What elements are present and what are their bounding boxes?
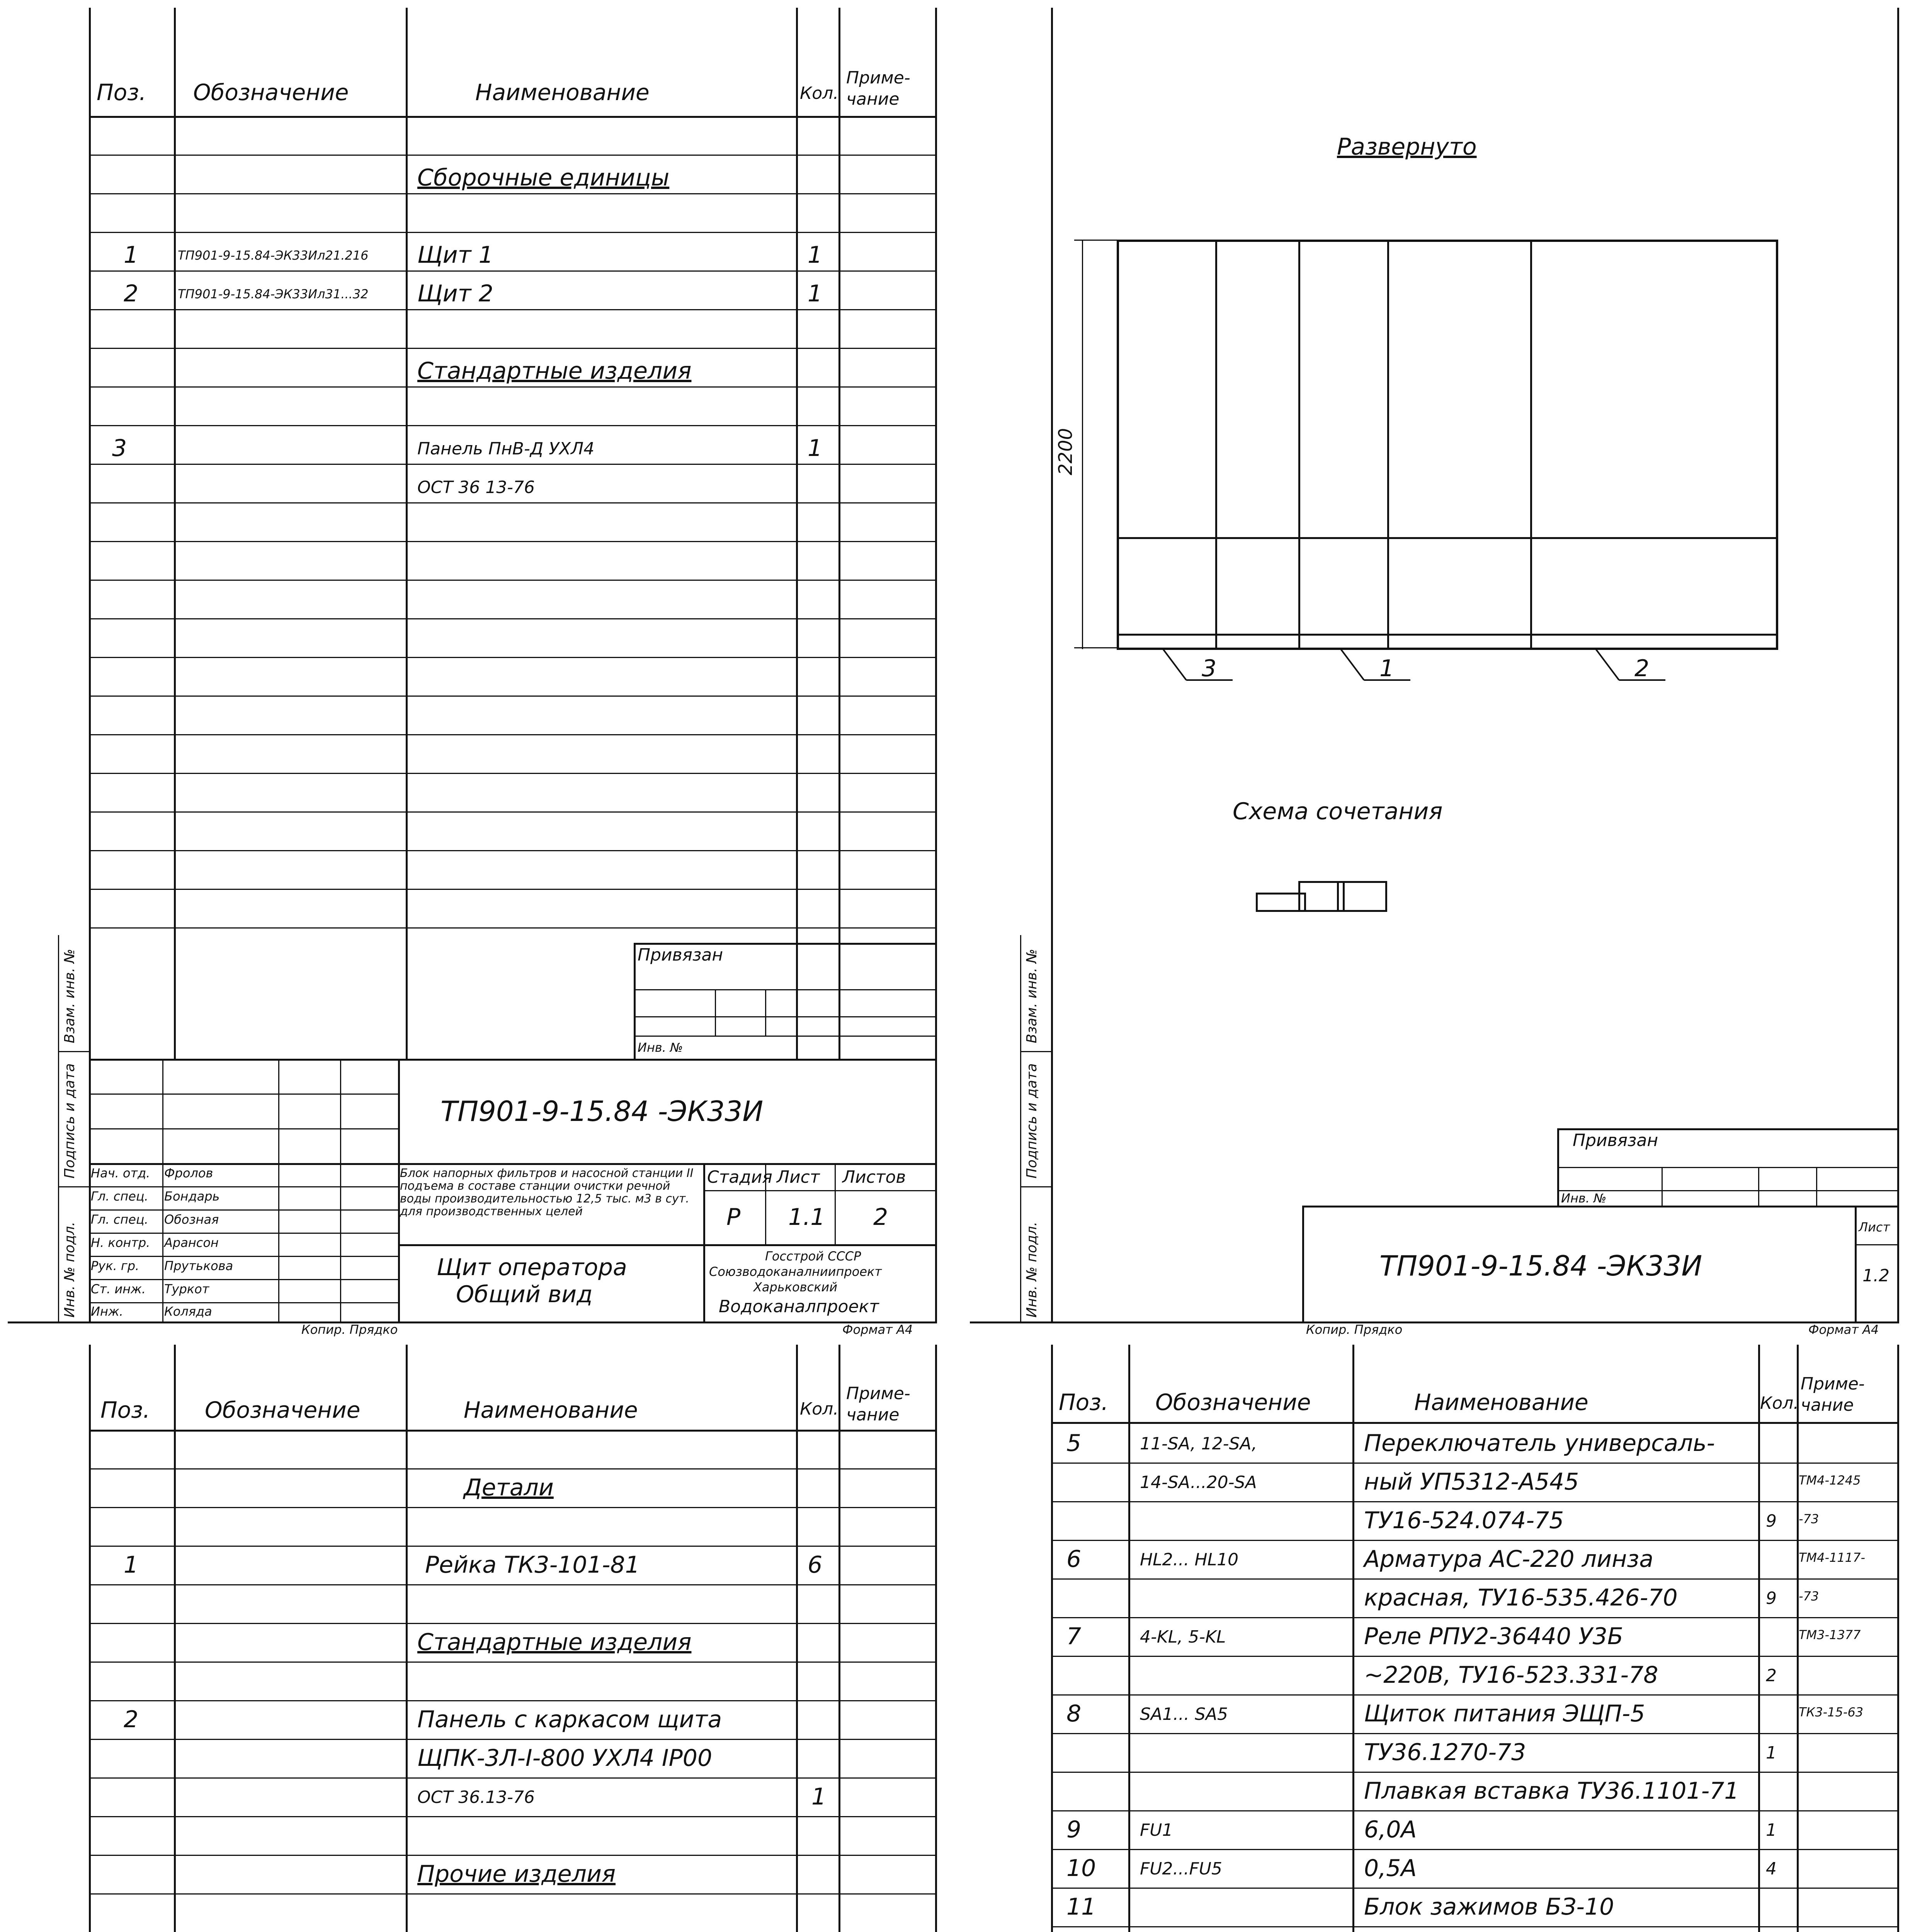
header-note-2: чание (846, 89, 900, 109)
privyazan-label: Привязан (638, 945, 723, 965)
format-note: Формат А4 (1808, 1322, 1879, 1337)
inv-no-label: Инв. № (1561, 1191, 1607, 1206)
row-pos: 6 (1066, 1546, 1082, 1573)
sidebar-replace-inv: Взам. инв. № (1024, 949, 1040, 1043)
staff-name: Прутькова (164, 1259, 233, 1273)
row-pos: 9 (1066, 1816, 1082, 1843)
header-note-1: Приме- (846, 68, 910, 88)
row-name: Блок зажимов БЗ-10 (1364, 1893, 1614, 1920)
row-qty: 1 (1766, 1820, 1777, 1840)
stage-label: Стадия (707, 1167, 772, 1187)
callout-3: 3 (1202, 655, 1217, 682)
header-pos: Поз. (100, 1397, 150, 1423)
row-name: ный УП5312-А545 (1364, 1468, 1579, 1495)
row-qty: 9 (1766, 1511, 1777, 1531)
row-name: Реле РПУ2-36440 У3Б (1364, 1623, 1623, 1650)
dimension-2200: 2200 (1055, 428, 1077, 475)
staff-name: Арансон (164, 1235, 219, 1250)
row-pos: 3 (112, 435, 127, 462)
header-note-1: Приме- (1801, 1374, 1865, 1394)
header-qty: Кол. (800, 1399, 839, 1419)
leader-lines (970, 8, 1924, 742)
row-note: -73 (1799, 1589, 1819, 1604)
sheets-label: Листов (842, 1167, 906, 1187)
header-name: Наименование (475, 79, 650, 105)
header-designation: Обозначение (193, 79, 349, 105)
header-note-1: Приме- (846, 1384, 910, 1403)
scheme-title: Схема сочетания (1233, 798, 1443, 825)
row-name: красная, ТУ16-535.426-70 (1364, 1584, 1678, 1611)
row-name: Рейка ТК3-101-81 (425, 1551, 640, 1578)
row-designation: 14-SA...20-SA (1140, 1473, 1257, 1492)
row-name: 6,0А (1364, 1816, 1417, 1843)
header-note-2: чание (846, 1405, 900, 1425)
sheet-value: 1.2 (1862, 1266, 1889, 1286)
section-details: Детали (464, 1474, 554, 1501)
row-name: ~220В, ТУ16-523.331-78 (1364, 1662, 1658, 1689)
staff-role: Ст. инж. (91, 1282, 146, 1296)
row-designation: FU2...FU5 (1140, 1859, 1222, 1879)
row-note: ТМ4-1245 (1799, 1473, 1861, 1488)
row-qty: 4 (1766, 1859, 1777, 1879)
sidebar-signature-date: Подпись и дата (1024, 1063, 1040, 1179)
sheet-1-spec (8, 8, 962, 1337)
sidebar-replace-inv: Взам. инв. № (62, 949, 78, 1043)
scheme-block-2 (1337, 881, 1387, 912)
row-name: Щит 2 (417, 280, 493, 307)
header-qty: Кол. (800, 83, 839, 103)
section-other: Прочие изделия (417, 1861, 616, 1888)
sidebar-inv-orig: Инв. № подл. (62, 1221, 78, 1318)
row-name: Панель ПнВ-Д УХЛ4 (417, 439, 595, 459)
row-pos: 1 (124, 242, 139, 269)
org-1: Госстрой СССР (765, 1249, 861, 1264)
row-qty: 1 (808, 435, 823, 462)
org-2: Союзводоканалниипроект (709, 1264, 882, 1279)
sidebar-inv-orig: Инв. № подл. (1024, 1221, 1040, 1318)
row-qty: 6 (808, 1551, 823, 1578)
row-qty: 1 (1766, 1743, 1777, 1763)
row-name: ОСТ 36 13-76 (417, 478, 535, 497)
doc-code: ТП901-9-15.84 -ЭК33И (440, 1095, 764, 1128)
row-name: ЩПК-3Л-I-800 УХЛ4 IP00 (417, 1745, 713, 1772)
staff-name: Туркот (164, 1282, 209, 1296)
section-assembly: Сборочные единицы (417, 164, 670, 191)
staff-role: Н. контр. (91, 1235, 150, 1250)
staff-role: Гл. спец. (91, 1189, 148, 1204)
staff-role: Инж. (91, 1304, 123, 1319)
row-name: ТУ16-524.074-75 (1364, 1507, 1564, 1534)
header-name: Наименование (464, 1397, 638, 1423)
row-name: Панель с каркасом щита (417, 1706, 722, 1733)
stage-value: Р (726, 1204, 741, 1231)
staff-name: Коляда (164, 1304, 212, 1319)
row-designation: FU1 (1140, 1820, 1173, 1840)
row-qty: 9 (1766, 1588, 1777, 1608)
header-designation: Обозначение (205, 1397, 361, 1423)
section-standard: Стандартные изделия (417, 1629, 692, 1656)
staff-role: Нач. отд. (91, 1166, 150, 1180)
copy-note: Копир. Прядко (301, 1322, 398, 1337)
row-name: Щиток питания ЭЩП-5 (1364, 1700, 1645, 1727)
section-standard: Стандартные изделия (417, 357, 692, 384)
header-designation: Обозначение (1155, 1389, 1311, 1415)
row-note: -73 (1799, 1512, 1819, 1526)
header-note-2: чание (1801, 1395, 1854, 1415)
row-qty: 1 (811, 1783, 827, 1810)
row-designation: ТП901-9-15.84-ЭК33Ил21.216 (178, 248, 369, 263)
title-line-2: Общий вид (456, 1281, 593, 1308)
staff-role: Рук. гр. (91, 1259, 139, 1273)
title-line-1: Щит оператора (437, 1254, 627, 1281)
row-note: ТМ3-1377 (1799, 1628, 1861, 1642)
doc-code: ТП901-9-15.84 -ЭК33И (1379, 1250, 1702, 1282)
row-name: Арматура АС-220 линза (1364, 1546, 1653, 1573)
format-note: Формат А4 (842, 1322, 913, 1337)
sheet-value: 1.1 (788, 1204, 825, 1231)
row-designation: 4-KL, 5-KL (1140, 1627, 1226, 1647)
header-qty: Кол. (1760, 1393, 1799, 1413)
staff-name: Фролов (164, 1166, 213, 1180)
sheet-label: Лист (1859, 1220, 1890, 1235)
sidebar-signature-date: Подпись и дата (62, 1063, 78, 1179)
row-pos: 7 (1066, 1623, 1082, 1650)
row-qty: 1 (808, 280, 823, 307)
row-name: Плавкая вставка ТУ36.1101-71 (1364, 1777, 1739, 1804)
sheet-4-spec (970, 1345, 1924, 1932)
row-pos: 1 (124, 1551, 139, 1578)
row-name: 0,5А (1364, 1855, 1417, 1882)
row-designation: ТП901-9-15.84-ЭК33Ил31...32 (178, 287, 369, 301)
row-qty: 1 (808, 242, 823, 269)
sheet-3-spec (8, 1345, 962, 1932)
header-pos: Поз. (97, 79, 146, 105)
staff-name: Бондарь (164, 1189, 220, 1204)
inv-no-label: Инв. № (638, 1040, 683, 1055)
doc-description: Блок напорных фильтров и насосной станции II подъема в составе станции очистки речной воды производительностью 12,5 тыс. м3 в сут. для производственных целей (400, 1167, 694, 1218)
header-pos: Поз. (1059, 1389, 1109, 1415)
org-3: Харьковский (753, 1280, 837, 1294)
org-4: Водоканалпроект (719, 1297, 879, 1316)
staff-role: Гл. спец. (91, 1212, 148, 1227)
callout-2: 2 (1634, 655, 1650, 682)
row-pos: 11 (1066, 1893, 1096, 1920)
frame-right (935, 8, 937, 1321)
row-pos: 10 (1066, 1855, 1096, 1882)
row-pos: 2 (124, 1706, 139, 1733)
sheet-label: Лист (777, 1167, 820, 1187)
frame-left (89, 8, 91, 1321)
row-name: Щит 1 (417, 242, 493, 269)
row-note: ТМ4-1117- (1799, 1550, 1866, 1565)
row-pos: 5 (1066, 1430, 1082, 1457)
row-pos: 2 (124, 280, 139, 307)
header-name: Наименование (1414, 1389, 1588, 1415)
callout-1: 1 (1379, 655, 1395, 682)
row-note: ТК3-15-63 (1799, 1705, 1864, 1719)
row-designation: 11-SA, 12-SA, (1140, 1434, 1257, 1454)
row-name: ТУ36.1270-73 (1364, 1739, 1526, 1766)
row-pos: 8 (1066, 1700, 1082, 1727)
row-name: Переключатель универсаль- (1364, 1430, 1715, 1457)
row-qty: 2 (1766, 1666, 1777, 1685)
copy-note: Копир. Прядко (1306, 1322, 1403, 1337)
staff-name: Обозная (164, 1212, 219, 1227)
row-designation: SA1... SA5 (1140, 1704, 1228, 1724)
row-name: ОСТ 36.13-76 (417, 1787, 535, 1807)
frame-bottom (8, 1321, 937, 1323)
privyazan-label: Привязан (1573, 1131, 1658, 1150)
sheets-value: 2 (873, 1204, 888, 1231)
row-designation: HL2... HL10 (1140, 1550, 1239, 1570)
view-title: Развернуто (1337, 133, 1477, 160)
sheet-2-drawing (970, 8, 1924, 1337)
